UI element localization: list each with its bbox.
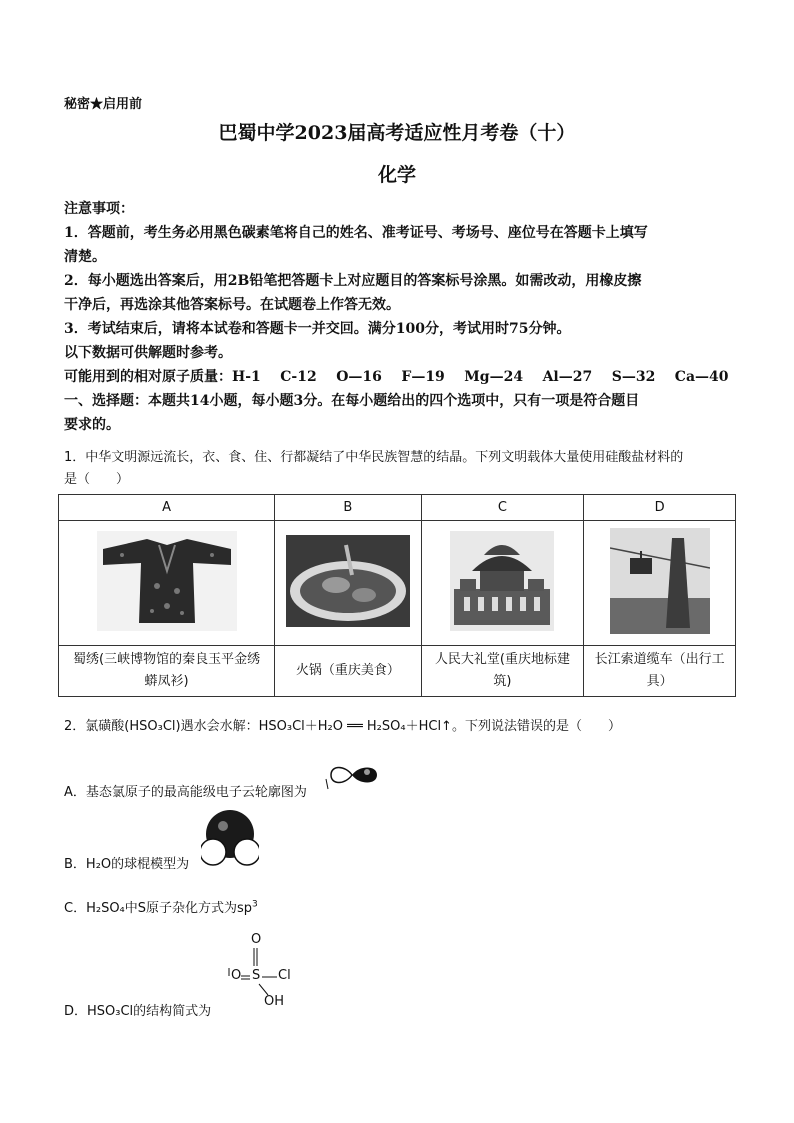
q2-mid: 遇水会水解： xyxy=(180,719,259,734)
cable-car-image xyxy=(610,528,710,634)
option-header-c: C xyxy=(421,495,584,521)
q2-option-c xyxy=(64,897,258,916)
q2-option-d-text: D．HSO₃Cl的结构简式为 xyxy=(64,1004,212,1019)
notice-item-3: 3．考试结束后，请将本试卷和答题卡一并交回。满分100分，考试用时75分钟。 xyxy=(64,321,571,337)
secret-label: 秘密★启用前 xyxy=(64,97,143,112)
option-c-caption-line-2: 筑) xyxy=(493,674,512,689)
section-heading: 一、选择题：本题共14小题，每小题3分。在每小题给出的四个选项中，只有一项是符合题目 xyxy=(64,393,640,409)
q2-prefix: 2．氯磺酸 xyxy=(64,719,125,734)
page-title: 巴蜀中学2023届高考适应性月考卷（十） xyxy=(218,122,576,144)
option-a-image-cell xyxy=(59,521,275,646)
option-header-d: D xyxy=(584,495,736,521)
notice-item-2: 2．每小题选出答案后，用2B铅笔把答题卡上对应题目的答案标号涂黑。如需改动，用橡皮擦 xyxy=(64,273,642,289)
atomic-mass-line: 可能用到的相对原子质量：H-1 C-12 O—16 F—19 Mg—24 Al—27 S—32 Ca—40 xyxy=(64,369,729,385)
q1-line-2: 是（ ） xyxy=(64,472,130,487)
notice-heading: 注意事项： xyxy=(64,201,134,217)
section-heading-cont: 要求的。 xyxy=(64,417,120,433)
hso3cl-structure xyxy=(226,932,306,1012)
struct-oh: OH xyxy=(264,994,285,1009)
struct-o-left: O xyxy=(231,968,242,983)
option-a-caption-line-1: 蜀绣(三峡博物馆的秦良玉平金绣 xyxy=(73,652,261,667)
option-d-caption-line-1: 长江索道缆车（出行工 xyxy=(594,652,725,667)
q1-line-1: 1．中华文明源远流长，衣、食、住、行都凝结了中华民族智慧的结晶。下列文明载体大量使用硅酸盐材料的 xyxy=(64,450,684,465)
q2-option-c-text: C．H₂SO₄中S原子杂化方式为sp xyxy=(64,901,253,916)
option-d-image-cell xyxy=(584,521,736,646)
q2-option-d xyxy=(64,1000,211,1019)
option-c-image-cell xyxy=(421,521,584,646)
q2-formula: (HSO₃Cl) xyxy=(124,719,181,734)
q2-option-c-sup: 3 xyxy=(252,899,258,910)
q2-option-a xyxy=(64,781,307,800)
option-a-caption-line-2: 蟒凤衫) xyxy=(144,674,189,689)
struct-o-top: O xyxy=(251,932,262,947)
notice-section xyxy=(64,197,744,437)
struct-s: S xyxy=(252,968,261,983)
option-header-b: B xyxy=(275,495,421,521)
option-a-caption xyxy=(59,646,275,697)
option-b-caption-line-1: 火锅（重庆美食） xyxy=(295,663,400,678)
option-d-caption-line-2: 具） xyxy=(646,674,673,689)
q2-equation: HSO₃Cl＋H₂O ══ H₂SO₄＋HCl↑ xyxy=(258,719,452,734)
hotpot-image xyxy=(286,535,410,627)
water-ball-stick-model-icon xyxy=(201,808,259,868)
option-d-caption xyxy=(584,646,736,697)
option-c-caption-line-1: 人民大礼堂(重庆地标建 xyxy=(434,652,570,667)
q2-option-b xyxy=(64,853,189,872)
notice-item-1: 1．答题前，考生务必用黑色碳素笔将自己的姓名、准考证号、考场号、座位号在答题卡上填写 xyxy=(64,225,648,241)
p-orbital-icon xyxy=(323,763,381,791)
option-b-image-cell xyxy=(275,521,421,646)
data-note: 以下数据可供解题时参考。 xyxy=(64,345,232,361)
structure-bonds xyxy=(226,932,306,1012)
option-b-caption xyxy=(275,646,421,697)
great-hall-image xyxy=(450,531,554,631)
q2-suffix: 。下列说法错误的是（ ） xyxy=(451,719,621,734)
subject-title: 化学 xyxy=(377,164,416,186)
q2-option-a-text: A．基态氯原子的最高能级电子云轮廓图为 xyxy=(64,785,307,800)
question-1-stem xyxy=(64,447,744,491)
question-2-stem xyxy=(64,716,744,738)
q1-options-table xyxy=(58,494,736,697)
notice-item-2-cont: 干净后，再选涂其他答案标号。在试题卷上作答无效。 xyxy=(64,297,400,313)
option-header-a: A xyxy=(59,495,275,521)
option-c-caption xyxy=(421,646,584,697)
notice-item-1-cont: 清楚。 xyxy=(64,249,106,265)
embroidered-robe-image xyxy=(97,531,237,631)
struct-cl: Cl xyxy=(278,968,291,983)
q2-option-b-text: B．H₂O的球棍模型为 xyxy=(64,857,190,872)
